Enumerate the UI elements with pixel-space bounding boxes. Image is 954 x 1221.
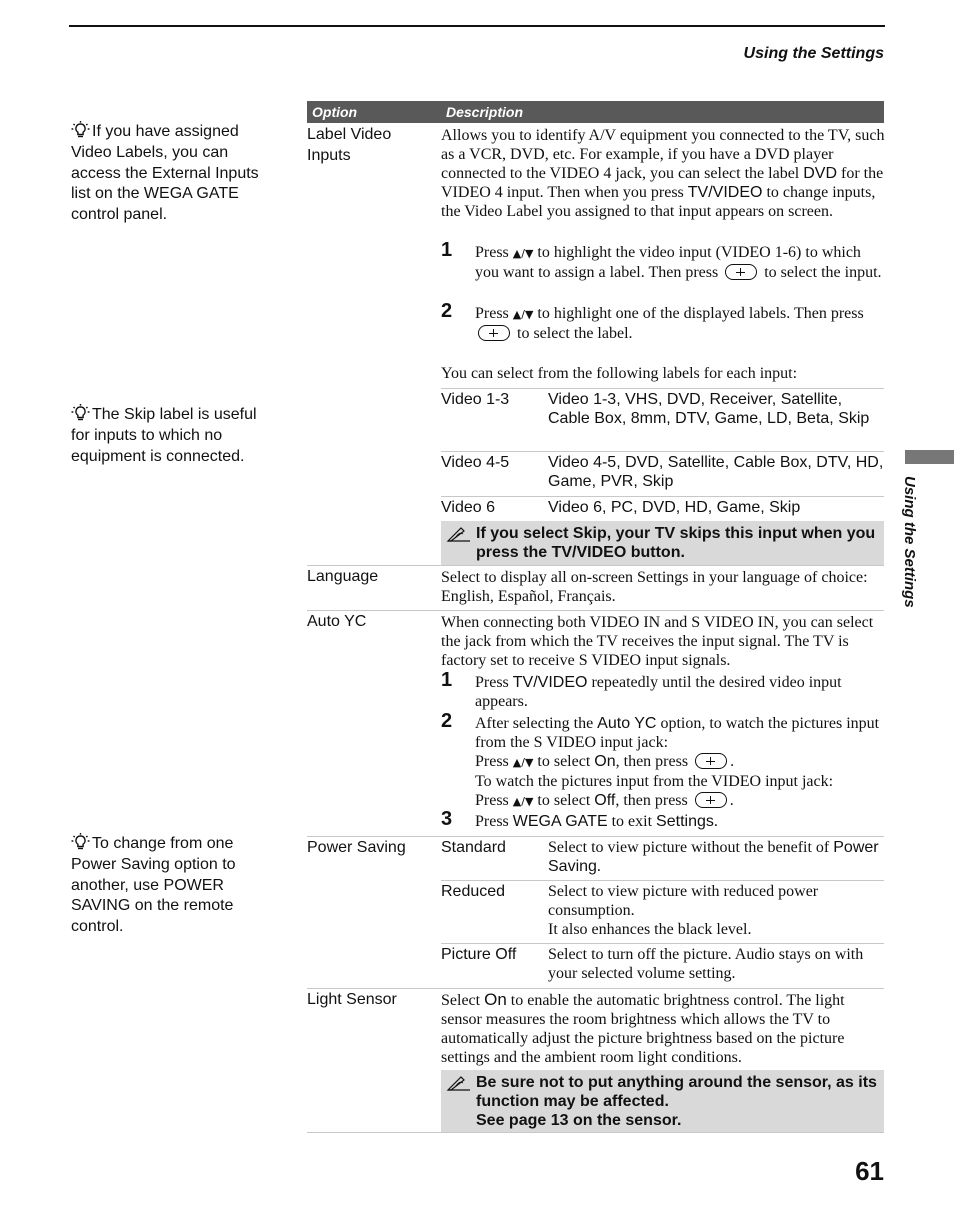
running-header: Using the Settings (743, 45, 884, 62)
column-header-option: Option (312, 104, 358, 120)
text: , then press (615, 792, 692, 809)
tip-text: If you have assigned Video Labels, you can access the External Inputs list on the WEGA GATE control panel. (71, 123, 259, 224)
input-name: Video 6 (441, 499, 495, 516)
value-off: Off (594, 792, 616, 809)
input-name: Video 4-5 (441, 454, 510, 471)
text: Be sure not to put anything around the sensor, as its function may be affected. (476, 1074, 877, 1110)
enter-button-icon (478, 325, 510, 341)
mode-desc (548, 882, 884, 939)
row-divider (307, 565, 884, 566)
text: It also enhances the black level. (548, 921, 752, 938)
step-text (475, 714, 885, 811)
text: . (729, 792, 734, 809)
row-divider (307, 836, 884, 837)
text: . (713, 813, 718, 830)
divider (441, 451, 884, 452)
menu-name-settings: Settings (656, 813, 714, 830)
step-line: To watch the pictures input from the VIDEO input jack: (475, 773, 834, 790)
up-down-arrows-icon: ▲/▼ (512, 247, 534, 260)
lightbulb-icon (71, 833, 90, 850)
text: Select to view picture without the benefit of (548, 839, 834, 856)
note-skip (441, 521, 884, 565)
text: to highlight the video input (VIDEO 1-6) to which you want to assign a label. Then press (475, 244, 861, 281)
row-divider (307, 610, 884, 611)
side-tab-text: Using the Settings (901, 476, 918, 608)
step-text (475, 673, 885, 711)
note-pencil-icon (446, 525, 472, 543)
input-name: Video 1-3 (441, 391, 510, 408)
text: Press (475, 753, 513, 770)
input-label-list: Video 4-5, DVD, Satellite, Cable Box, DTV, HD, Game, PVR, Skip (548, 454, 884, 490)
enter-button-icon (725, 264, 757, 280)
text: repeatedly until the desired video input appears. (475, 674, 842, 710)
text: Press (475, 305, 513, 322)
mode-name: Picture Off (441, 946, 517, 963)
text: Press (475, 813, 513, 830)
text: to select the input. (760, 264, 882, 281)
step-number: 3 (441, 808, 453, 830)
button-name-tv-video: TV/VIDEO (687, 184, 763, 201)
enter-button-icon (695, 792, 727, 808)
light-sensor-desc (441, 990, 885, 1067)
text: Press (475, 244, 513, 261)
option-name-auto-yc: Auto YC (597, 715, 657, 732)
text: Press (475, 674, 513, 691)
text: option, to watch the pictures input from the S VIDEO input jack: (475, 715, 880, 751)
button-name-tv-video: TV/VIDEO (512, 674, 588, 691)
lightbulb-icon (71, 121, 90, 138)
text: . (730, 753, 735, 770)
option-label-video-inputs: Label Video Inputs (307, 126, 392, 164)
mode-desc (548, 838, 884, 876)
label-video-intro (441, 126, 885, 221)
step-number: 2 (441, 300, 453, 322)
table-header (307, 101, 884, 123)
divider (441, 880, 884, 881)
step-text (475, 812, 885, 831)
text: to exit (607, 813, 657, 830)
up-down-arrows-icon: ▲/▼ (512, 308, 534, 321)
value-on: On (594, 753, 616, 770)
text: , then press (615, 753, 693, 770)
text: . (596, 858, 601, 875)
tip-text: To change from one Power Saving option to another, use POWER SAVING on the remote control. (71, 835, 236, 936)
divider (441, 496, 884, 497)
note-sensor (441, 1070, 884, 1132)
step-number: 1 (441, 669, 453, 691)
row-divider (307, 1132, 884, 1133)
text: Select (441, 992, 485, 1009)
labels-intro: You can select from the following labels for each input: (441, 365, 798, 382)
option-name-power-saving: Power Saving (548, 839, 879, 875)
text: for the VIDEO 4 input. Then when you press (441, 165, 884, 201)
option-power-saving: Power Saving (307, 839, 406, 856)
step-number: 2 (441, 710, 453, 732)
step-line (475, 714, 885, 752)
text: to select (533, 792, 595, 809)
tip-text: The Skip label is useful for inputs to which no equipment is connected. (71, 406, 257, 465)
column-header-description: Description (446, 104, 524, 120)
top-rule (69, 25, 885, 27)
text: Allows you to identify A/V equipment you connected to the TV, such as a VCR, DVD, etc. For example, if you have a DVD player connected to the VIDEO 4 jack, you can select the label (441, 127, 885, 182)
text: Select to view picture with reduced power consumption. (548, 883, 819, 919)
mode-desc: Select to turn off the picture. Audio stays on with your selected volume setting. (548, 946, 864, 982)
tip-power-saving (71, 833, 271, 938)
option-auto-yc: Auto YC (307, 613, 367, 630)
label-dvd: DVD (803, 165, 838, 182)
divider (441, 388, 884, 389)
input-label-list: Video 6, PC, DVD, HD, Game, Skip (548, 499, 801, 516)
step-text (475, 243, 885, 282)
mode-name: Standard (441, 839, 506, 856)
tip-video-labels (71, 121, 271, 226)
input-label-list: Video 1-3, VHS, DVD, Receiver, Satellite, Cable Box, 8mm, DTV, Game, LD, Beta, Skip (548, 391, 870, 427)
step-line (475, 752, 885, 772)
text: Press (475, 792, 513, 809)
up-down-arrows-icon: ▲/▼ (512, 795, 534, 808)
side-tab-label (893, 476, 923, 626)
text: to select (533, 753, 595, 770)
enter-button-icon (695, 753, 727, 769)
language-desc: Select to display all on-screen Settings in your language of choice: English, Español, Français. (441, 569, 868, 605)
note-text: If you select Skip, your TV skips this input when you press the TV/VIDEO button. (476, 525, 876, 561)
note-text (476, 1073, 880, 1130)
text: to change inputs, the Video Label you assigned to that input appears on screen. (441, 184, 876, 220)
text: to highlight one of the displayed labels. Then press (533, 305, 864, 322)
step-number: 1 (441, 239, 453, 261)
row-divider (307, 988, 884, 989)
option-light-sensor: Light Sensor (307, 991, 397, 1008)
text: to select the label. (513, 325, 633, 342)
section-tab (905, 450, 954, 464)
divider (441, 943, 884, 944)
step-line (475, 791, 885, 811)
value-on: On (484, 990, 507, 1009)
tip-skip-label (71, 404, 271, 467)
step-text (475, 304, 885, 343)
button-name-wega-gate: WEGA GATE (512, 813, 608, 830)
mode-name: Reduced (441, 883, 506, 900)
page-number: 61 (855, 1156, 884, 1186)
text: to enable the automatic brightness control. The light sensor measures the room brightness which allows the TV to automatically adjust the picture brightness based on the picture settings and the ambient room light conditions. (441, 992, 845, 1066)
text: See page 13 on the sensor. (476, 1112, 682, 1129)
auto-yc-intro: When connecting both VIDEO IN and S VIDEO IN, you can select the jack from which the TV receives the input signal. The TV is factory set to receive S VIDEO input signals. (441, 614, 874, 669)
option-language: Language (307, 568, 379, 585)
text: After selecting the (475, 715, 598, 732)
up-down-arrows-icon: ▲/▼ (512, 756, 534, 769)
lightbulb-icon (71, 404, 90, 421)
note-pencil-icon (446, 1074, 472, 1092)
